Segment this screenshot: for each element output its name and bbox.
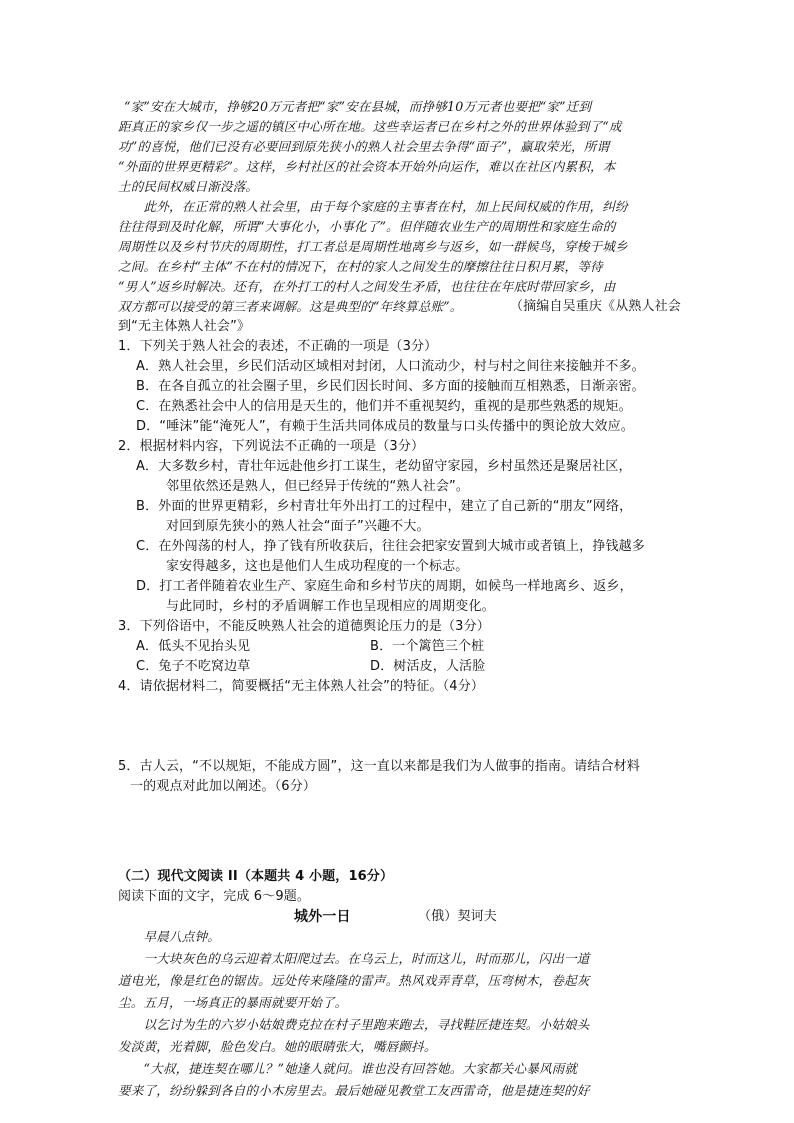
question-stem: 2．根据材料内容，下列说法不正确的一项是（3分） — [118, 439, 425, 454]
story-line: 发淡黄，光着脚，脸色发白。她的眼睛张大，嘴唇颤抖。 — [118, 1039, 437, 1054]
passage-line: “男人”返乡时解决。还有，在外打工的村人之间发生矛盾，也往往在年底时带回家乡，由 — [118, 279, 616, 294]
citation: （摘编自吴重庆《从熟人社会 — [510, 299, 681, 314]
story-line: 道电光，像是红色的锯齿。远处传来隆隆的雷声。热风戏弄青草，压弯树木，卷起灰 — [118, 973, 590, 988]
instruction: 阅读下面的文字，完成 6～9题。 — [118, 889, 311, 904]
passage-line: 双方都可以接受的第三者来调解。这是典型的“年终算总账”。 — [118, 299, 463, 314]
option-c-cont: 家安得越多，这也是他们人生成功程度的一个标志。 — [166, 559, 469, 574]
question-stem-cont: 一的观点对此加以阐述。（6分） — [130, 779, 317, 794]
story-line: 一大块灰色的乌云迎着太阳爬过去。在乌云上，时而这儿，时而那儿，闪出一道 — [118, 951, 590, 966]
option-c: C．在熟悉社会中人的信用是天生的，他们并不重视契约，重视的是那些熟悉的规矩。 — [136, 399, 632, 414]
passage-line: “外面的世界更精彩”。这样，乡村社区的社会资本开始外向运作，难以在社区内累积，本 — [118, 159, 616, 174]
option-a: A．大多数乡村，青壮年远赴他乡打工谋生，老幼留守家园，乡村虽然还是聚居社区， — [136, 459, 632, 474]
story-line: 以乞讨为生的六岁小姑娘费克拉在村子里跑来跑去，寻找鞋匠捷连契。小姑娘头 — [118, 1017, 590, 1032]
option-c: C．兔子不吃窝边草 — [136, 659, 251, 674]
option-a-cont: 邻里依然还是熟人，但已经异于传统的“熟人社会”。 — [166, 479, 470, 494]
question-stem: 5．古人云，“不以规矩，不能成方圆”，这一直以来都是我们为人做事的指南。请结合材料 — [118, 759, 640, 774]
option-a: A．低头不见抬头见 — [136, 639, 251, 654]
citation: 到“无主体熟人社会”》 — [118, 319, 251, 334]
option-b: B．一个篱笆三个桩 — [370, 639, 485, 654]
passage-line: 此外，在正常的熟人社会里，由于每个家庭的主事者在村，加上民间权威的作用，纠纷 — [118, 199, 628, 214]
passage-line: 之间。在乡村“主体”不在村的情况下，在村的家人之间发生的摩擦往往日积月累，等待 — [118, 259, 603, 274]
passage-line: 土的民间权威日渐没落。 — [118, 179, 259, 194]
passage-line: 距真正的家乡仅一步之遥的镇区中心所在地。这些幸运者已在乡村之外的世界体验到了“成 — [118, 119, 622, 134]
passage-line: 功”的喜悦，他们已没有必要回到原先狭小的熟人社会里去争得“面子”，赢取荣光，所谓 — [118, 139, 610, 154]
passage-line: 周期性以及乡村节庆的周期性，打工者总是周期性地离乡与返乡，如一群候鸟，穿梭于城乡 — [118, 239, 628, 254]
option-d: D．打工者伴随着农业生产、家庭生命和乡村节庆的周期，如候鸟一样地离乡、返乡， — [136, 579, 633, 594]
story-line: 要来了，纷纷躲到各自的小木房里去。最后她碰见教堂工友西雷奇，他是捷连契的好 — [118, 1083, 590, 1098]
option-b: B．外面的世界更精彩，乡村青壮年外出打工的过程中，建立了自己新的“朋友”网络， — [136, 499, 633, 514]
story-line: 尘。五月，一场真正的暴雨就要开始了。 — [118, 995, 348, 1010]
story-line: “大叔，捷连契在哪儿？”她逢人就问。谁也没有回答她。大家都关心暴风雨就 — [118, 1061, 578, 1076]
option-a: A．熟人社会里，乡民们活动区域相对封闭，人口流动少，村与村之间往来接触并不多。 — [136, 359, 645, 374]
story-line: 早晨八点钟。 — [118, 929, 220, 944]
option-b-cont: 对回到原先狭小的熟人社会“面子”兴趣不大。 — [166, 519, 430, 534]
question-stem: 4．请依据材料二，简要概括“无主体熟人社会”的特征。（4分） — [118, 679, 485, 694]
option-c: C．在外闯荡的村人，挣了钱有所收获后，往往会把家安置到大城市或者镇上，挣钱越多 — [136, 539, 645, 554]
story-author: （俄）契诃夫 — [418, 909, 497, 924]
option-d-cont: 与此同时，乡村的矛盾调解工作也呈现相应的周期变化。 — [166, 599, 495, 614]
option-d: D．“唾沫”能“淹死人”，有赖于生活共同体成员的数量与口头传播中的舆论放大效应。 — [136, 419, 634, 434]
question-stem: 3．下列俗语中，不能反映熟人社会的道德舆论压力的是（3分） — [118, 619, 490, 634]
passage-line: “家”安在大城市，挣够20万元者把“家”安在县城，而挣够10万元者也要把“家”迁到 — [124, 99, 592, 114]
option-b: B．在各自孤立的社会圈子里，乡民们因长时间、多方面的接触而互相熟悉，日渐亲密。 — [136, 379, 645, 394]
section-heading: （二）现代文阅读 II（本题共 4 小题，16分） — [118, 869, 394, 884]
option-d: D．树活皮，人活脸 — [370, 659, 486, 674]
story-title: 城外一日 — [294, 909, 351, 925]
question-stem: 1．下列关于熟人社会的表述，不正确的一项是（3分） — [118, 339, 438, 354]
passage-line: 往往得到及时化解，所谓“大事化小，小事化了”。但伴随农业生产的周期性和家庭生命的 — [118, 219, 616, 234]
